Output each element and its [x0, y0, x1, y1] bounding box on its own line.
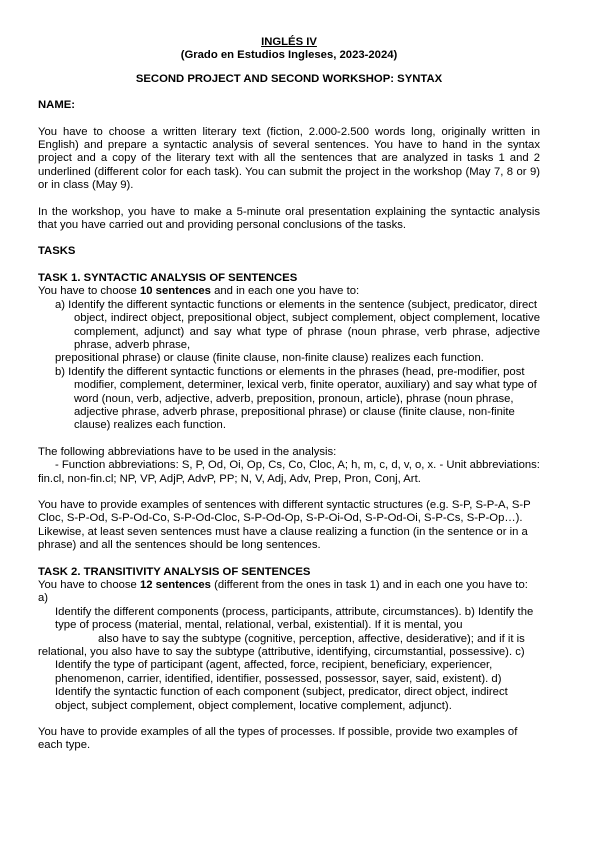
task2-title: TASK 2. TRANSITIVITY ANALYSIS OF SENTENCES: [38, 565, 311, 578]
intro-paragraph-1: You have to choose a written literary text (fiction, 2.000-2.500 words long, originally written in English) and prepare a syntactic analysis of several sentences. You have to hand in the syntax project and a copy of the literary text with all the sentences that are analyzed in tasks 1 and 2 underlined (different color for each task). You can submit the project in the workshop (May 7, 8 or 9) or in class (May 9).: [38, 125, 540, 192]
task2-sentence-count: 12 sentences: [139, 579, 211, 591]
task1-item-a-line2: object, indirect object, prepositional object, subject complement, object complement, locative complement, adjunct) and say what type of phrase (noun phrase, verb phrase, adjective phrase, adverb phrase,: [74, 312, 540, 351]
abbreviations-line2: fin.cl, non-fin.cl; NP, VP, AdjP, AdvP, PP; N, V, Adj, Adv, Prep, Pron, Conj, Art.: [38, 472, 421, 485]
task1-item-a-line3: prepositional phrase) or clause (finite clause, non-finite clause) realizes each function.: [55, 352, 484, 365]
task2-line3: also have to say the subtype (cognitive, perception, affective, desiderative); and if it is: [98, 632, 525, 645]
task2-intro-pre: You have to choose: [38, 579, 140, 591]
task1-examples: You have to provide examples of sentences with different syntactic structures (e.g. S-P, S-P-A, S-P Cloc, S-P-Od, S-P-Od-Co, S-P-Od-Cloc, S-P-Od-Op, S-P-Oi-Od, S-P-Od-Oi, S-P-Cs, S-P-Op…). Likewise, at least seven sentences must have a clause realizing a function (in the sentence or in a phrase) and all the sentences should be long sentences.: [38, 498, 531, 552]
abbreviations-line1: - Function abbreviations: S, P, Od, Oi, Op, Cs, Co, Cloc, A; h, m, c, d, v, o, x. - Unit abbreviations:: [55, 459, 540, 472]
task1-intro: [38, 285, 540, 298]
task2-line5: Identify the type of participant (agent, affected, force, recipient, beneficiary, experiencer, phenomenon, carrier, identified, identifier, possessed, possessor, sayer, said, existent). d) Identify the syntactic function of each component (subject, predicator, direct object, indirect object, subject complement, object complement, locative complement, adjunct).: [55, 659, 508, 712]
task2-closing: You have to provide examples of all the types of processes. If possible, provide two examples of each type.: [38, 726, 518, 752]
task1-intro-post: and in each one you have to:: [210, 285, 360, 298]
task2-section: [38, 566, 540, 753]
task2-line4: relational, you also have to say the subtype (attributive, identifying, circumstantial, possessive). c): [38, 646, 525, 659]
task1-item-a-line1: a) Identify the different syntactic functions or elements in the sentence (subject, predicator, direct: [55, 298, 538, 311]
degree-subtitle: (Grado en Estudios Ingleses, 2023-2024): [180, 49, 398, 62]
task2-line2: Identify the different components (process, participants, attribute, circumstances). b) Identify the type of process (material, mental, relational, verbal, existential). If it is mental, you: [55, 605, 534, 632]
course-title: INGLÉS IV: [261, 36, 317, 48]
intro-paragraph-2: In the workshop, you have to make a 5-minute oral presentation explaining the syntactic analysis that you have carried out and providing personal conclusions of the tasks.: [38, 205, 540, 232]
task2-intro-post: (different from the ones in task 1) and in each one you have to: a): [38, 579, 528, 605]
task1-title: TASK 1. SYNTACTIC ANALYSIS OF SENTENCES: [38, 271, 298, 284]
task1-sentence-count: 10 sentences: [139, 285, 211, 298]
task1-item-b: b) Identify the different syntactic functions or elements in the phrases (head, pre-modifier, post modifier, complement, determiner, lexical verb, finite operator, auxiliary) and say what type of word (noun, verb, adjective, adverb, preposition, pronoun, article), phrase (noun phrase, adjective phrase, adverb phrase, prepositional phrase) or clause (finite clause, non-finite clause) realizes each function.: [55, 365, 537, 432]
task2-intro: [38, 579, 540, 606]
task1-section: [38, 272, 540, 553]
task1-intro-pre: You have to choose: [38, 285, 140, 298]
name-label: NAME:: [38, 99, 76, 112]
tasks-heading: TASKS: [38, 245, 76, 258]
abbreviations-intro: The following abbreviations have to be used in the analysis:: [38, 445, 337, 458]
project-title: SECOND PROJECT AND SECOND WORKSHOP: SYNTAX: [135, 72, 443, 85]
